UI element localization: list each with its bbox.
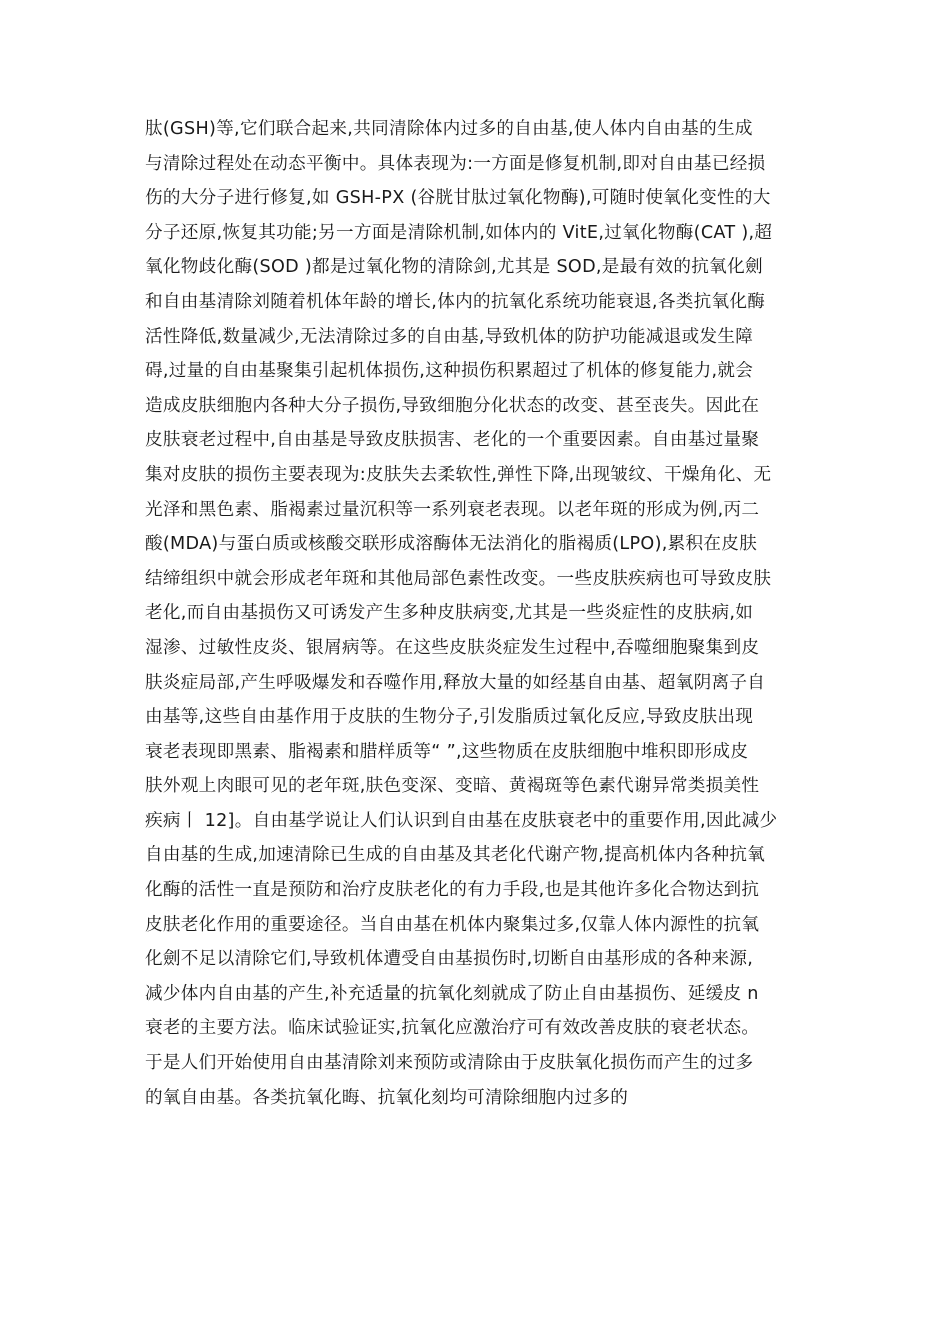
text-line: 皮肤衰老过程中,自由基是导致皮肤损害、老化的一个重要因素。自由基过量聚 xyxy=(145,430,760,451)
text-line: 于是人们开始使用自由基清除刘来预防或清除由于皮肤氧化损伤而产生的过多 xyxy=(145,1053,754,1074)
text-line: 伤的大分子进行修复,如 GSH-PX (谷胱甘肽过氧化物酶),可随时使氧化变性的大 xyxy=(145,188,771,209)
text-line: 的氧自由基。各类抗氧化晦、抗氧化刻均可清除细胞内过多的 xyxy=(145,1087,629,1108)
text-line: 肤外观上肉眼可见的老年斑,肤色变深、变暗、黄褐斑等色素代谢异常类损美性 xyxy=(145,776,760,797)
text-line: 肽(GSH)等,它们联合起来,共同清除体内过多的自由基,使人体内自由基的生成 xyxy=(145,119,753,139)
text-line: 湿渗、过敏性皮炎、银屑病等。在这些皮肤炎症发生过程中,吞噬细胞聚集到皮 xyxy=(145,637,760,658)
text-line: 皮肤老化作用的重要途径。当自由基在机体内聚集过多,仅靠人体内源性的抗氧 xyxy=(145,914,760,935)
text-line: 造成皮肤细胞内各种大分子损伤,导致细胞分化状态的改变、甚至丧失。因此在 xyxy=(145,395,760,416)
text-line: 老化,而自由基损伤又可诱发产生多种皮肤病变,尤其是一些炎症性的皮肤病,如 xyxy=(145,603,754,624)
text-line: 自由基的生成,加速清除已生成的自由基及其老化代谢产物,提高机体内各种抗氧 xyxy=(145,845,766,866)
text-line: 碍,过量的自由基聚集引起机体损伤,这种损伤积累超过了机体的修复能力,就会 xyxy=(145,361,754,382)
text-line: 分子还原,恢复其功能;另一方面是清除机制,如体内的 VitE,过氧化物酶(CAT ),超 xyxy=(145,222,773,243)
text-line: 化劍不足以清除它们,导致机体遭受自由基损伤时,切断自由基形成的各种来源, xyxy=(145,949,754,970)
text-line: 氧化物歧化酶(SOD )都是过氧化物的清除剑,尤其是 SOD,是最有效的抗氧化劍 xyxy=(145,257,763,278)
text-line: 减少体内自由基的产生,补充适量的抗氧化刻就成了防止自由基损伤、延缓皮 n xyxy=(145,983,759,1004)
text-line: 衰老表现即黑素、脂褐素和腊样质等“ ”,这些物质在皮肤细胞中堆积即形成皮 xyxy=(145,741,749,762)
text-line: 集对皮肤的损伤主要表现为:皮肤失去柔软性,弹性下降,出现皱纹、干燥角化、无 xyxy=(145,464,772,485)
text-line: 光泽和黑色素、脂褐素过量沉积等一系列衰老表现。以老年斑的形成为例,丙二 xyxy=(145,499,760,520)
text-line: 酸(MDA)与蛋白质或核酸交联形成溶酶体无法消化的脂褐质(LPO),累积在皮肤 xyxy=(145,534,758,555)
text-line: 由基等,这些自由基作用于皮肤的生物分子,引发脂质过氧化反应,导致皮肤出现 xyxy=(145,707,754,728)
text-line: 与清除过程处在动态平衡中。具体表现为:一方面是修复机制,即对自由基已经损 xyxy=(145,153,766,174)
text-line: 疾病丨 12]。自由基学说让人们认识到自由基在皮肤衰老中的重要作用,因此减少 xyxy=(145,810,778,831)
text-line: 活性降低,数量减少,无法清除过多的自由基,导致机体的防护功能减退或发生障 xyxy=(145,326,754,347)
text-line: 肤炎症局部,产生呼吸爆发和吞噬作用,释放大量的如经基自由基、超氧阴离子自 xyxy=(145,672,766,693)
text-line: 化酶的活性一直是预防和治疗皮肤老化的有力手段,也是其他许多化合物达到抗 xyxy=(145,880,760,901)
text-line: 和自由基清除刘随着机体年龄的增长,体内的抗氧化系统功能衰退,各类抗氧化酶 xyxy=(145,291,766,312)
body-text xyxy=(145,112,825,1115)
text-line: 结缔组织中就会形成老年斑和其他局部色素性改变。一些皮肤疾病也可导致皮肤 xyxy=(145,568,772,589)
text-line: 衰老的主要方法。临床试验证实,抗氧化应激治疗可有效改善皮肤的衰老状态。 xyxy=(145,1018,760,1039)
